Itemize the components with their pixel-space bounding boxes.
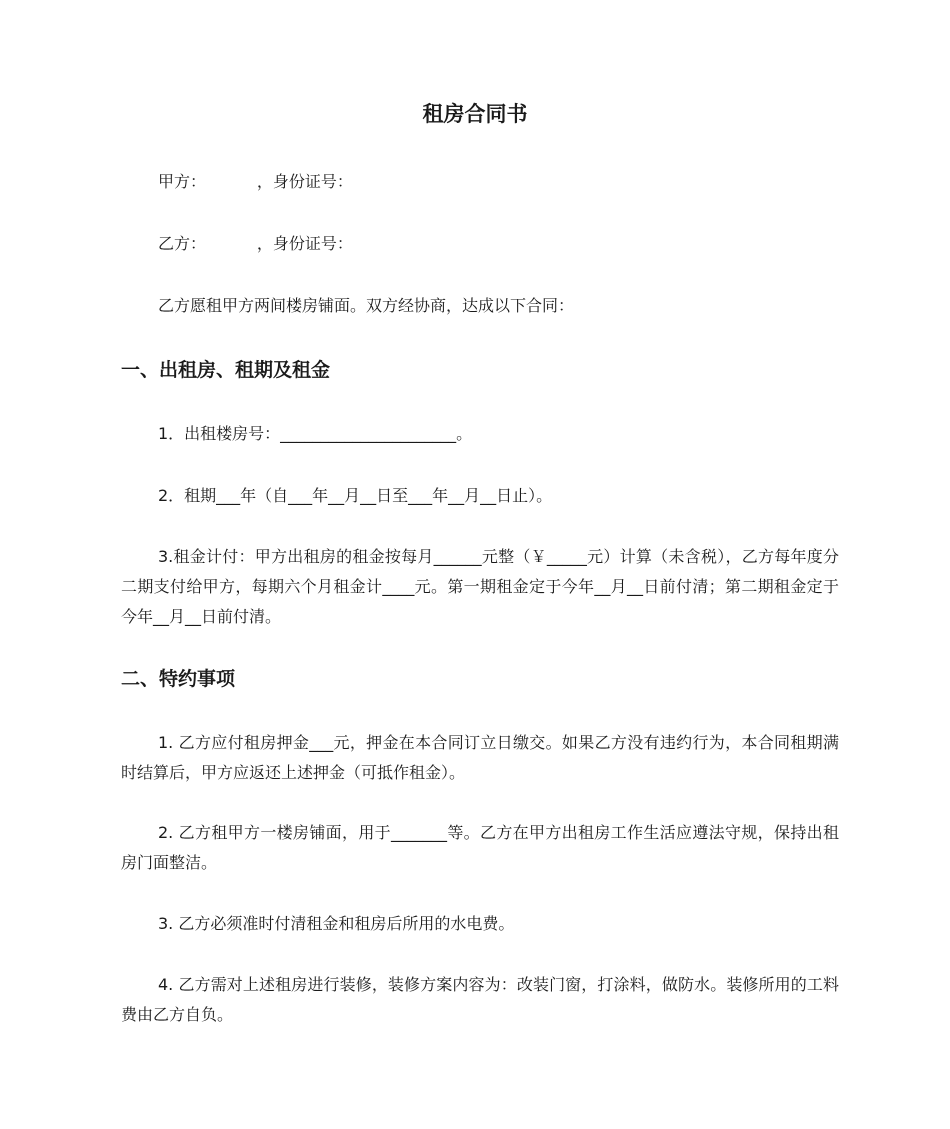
section-heading-rental-terms: 一、出租房、租期及租金 <box>121 359 331 381</box>
party-b-line: 乙方： ，身份证号： <box>158 234 353 253</box>
clause-usage: 2. 乙方租甲方一楼房铺面，用于_______等。乙方在甲方出租房工作生活应遵法守规，保持出租房门面整洁。 <box>121 823 839 872</box>
clause-rental-period: 2．租期___年（自___年__月__日至___年__月__日止）。 <box>158 486 553 505</box>
clause-renovation: 4. 乙方需对上述租房进行装修，装修方案内容为：改装门窗，打涂料，做防水。装修所用的工料费由乙方自负。 <box>121 975 839 1024</box>
section-heading-special-terms: 二、特约事项 <box>121 668 236 690</box>
intro-paragraph: 乙方愿租甲方两间楼房铺面。双方经协商，达成以下合同： <box>158 296 575 315</box>
clause-utilities: 3. 乙方必须准时付清租金和租房后所用的水电费。 <box>158 914 515 933</box>
clause-rental-unit-number: 1．出租楼房号：______________________。 <box>158 424 473 443</box>
document-title: 租房合同书 <box>422 102 528 126</box>
clause-rent-payment: 3.租金计付：甲方出租房的租金按每月______元整（￥_____元）计算（未含税），乙方每年度分二期支付给甲方，每期六个月租金计____元。第一期租金定于今年__月__日前付清；第二期租金定于今年__月__日前付清。 <box>121 547 839 626</box>
party-a-line: 甲方： ，身份证号： <box>158 172 353 191</box>
clause-deposit: 1. 乙方应付租房押金___元，押金在本合同订立日缴交。如果乙方没有违约行为，本合同租期满时结算后，甲方应返还上述押金（可抵作租金）。 <box>121 733 839 782</box>
